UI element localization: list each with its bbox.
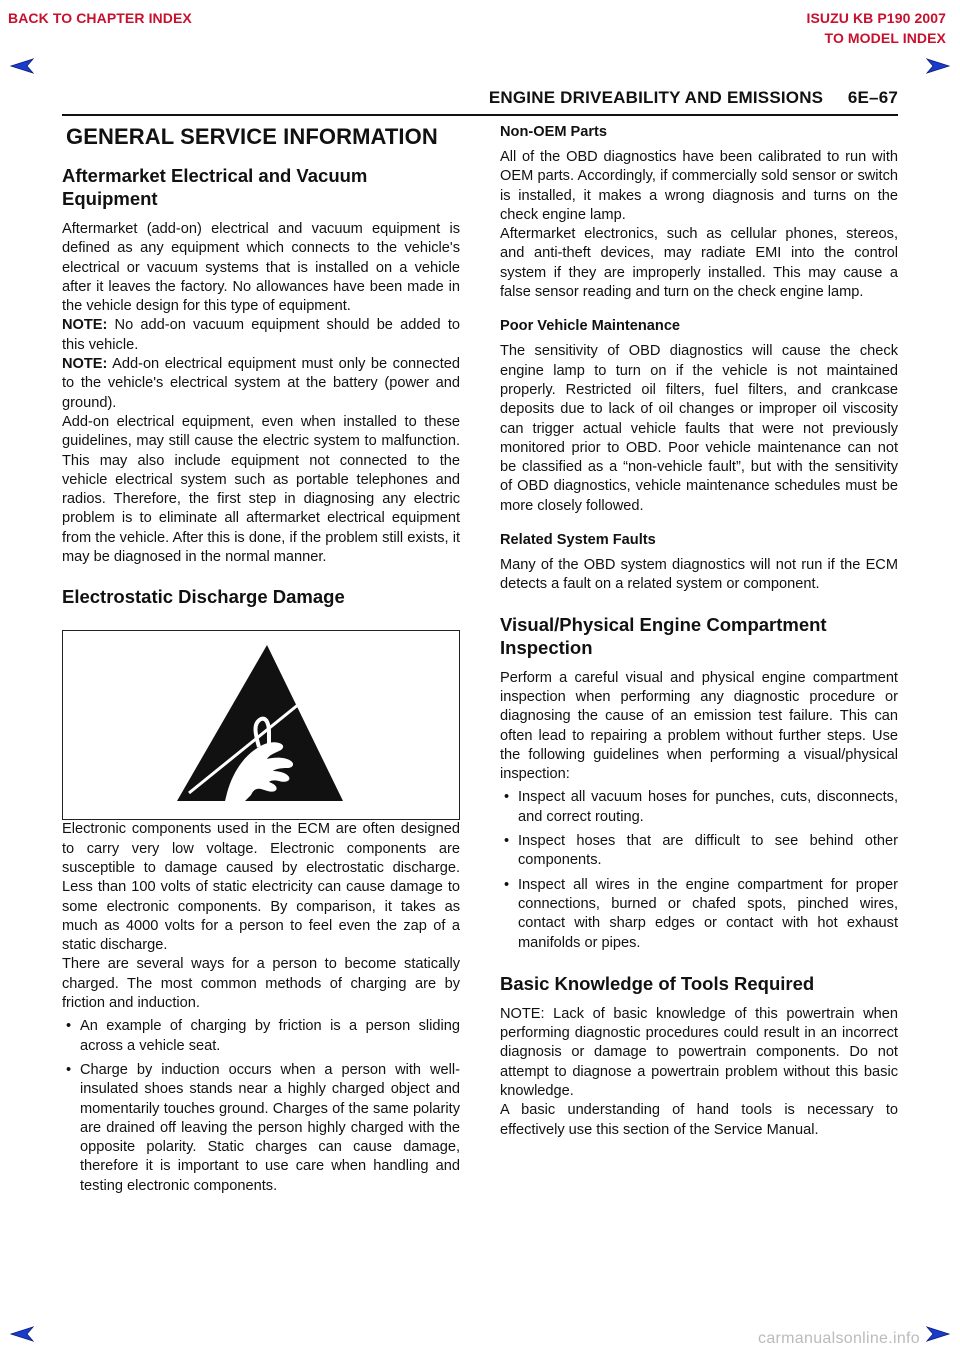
to-model-index-link[interactable]: TO MODEL INDEX <box>824 30 946 46</box>
next-page-arrow-icon[interactable] <box>926 58 950 74</box>
list-item: • Inspect all wires in the engine compartment for proper connections, burned or chafed spots, pinched wires, contact with sharp edges or contact with hot exhaust manifolds or pipes. <box>504 876 898 951</box>
back-to-chapter-index-link[interactable]: BACK TO CHAPTER INDEX <box>8 10 192 26</box>
footer-watermark: carmanualsonline.info <box>758 1330 920 1347</box>
page-header-title: ENGINE DRIVEABILITY AND EMISSIONS 6E–67 <box>488 88 898 107</box>
page-header <box>62 88 898 116</box>
visual-inspection-paragraph: Perform a careful visual and physical engine compartment inspection when performing any diagnostic procedure or diagnosing the cause of an emission test failure. This can often lead to repairing a problem without further steps. Use the following guidelines when performing a visual/physical inspection: <box>500 669 898 783</box>
tools-heading: Basic Knowledge of Tools Required <box>500 972 815 994</box>
tools-paragraph: A basic understanding of hand tools is necessary to effectively use this section of the Service Manual. <box>500 1102 898 1138</box>
list-item: • Inspect all vacuum hoses for punches, cuts, disconnects, and correct routing. <box>504 789 898 825</box>
main-section-title: GENERAL SERVICE INFORMATION <box>66 124 438 149</box>
esd-heading: Electrostatic Discharge Damage <box>62 586 345 608</box>
next-page-bottom-arrow-icon[interactable] <box>926 1326 950 1342</box>
list-item: • Inspect hoses that are difficult to see behind other components. <box>504 833 898 869</box>
maintenance-paragraph: The sensitivity of OBD diagnostics will cause the check engine lamp to turn on if the vehicle is not maintained properly. Restricted oil filters, fuel filters, and crankcase deposits due to lack of oil changes or improper oil viscosity can trigger actual vehicle faults that were not previously monitored prior to OBD. Poor vehicle maintenance can not be classified as a “non-vehicle fault”, but with the sensitivity of OBD diagnostics, vehicle maintenance schedules must be more closely followed. <box>500 343 898 514</box>
aftermarket-heading: Aftermarket Electrical and Vacuum Equipment <box>62 165 368 209</box>
note-text: Add-on electrical equipment must only be connected to the vehicle's electrical system at the battery (power and ground). <box>62 356 460 411</box>
non-oem-paragraph-1: All of the OBD diagnostics have been calibrated to run with OEM parts. Accordingly, if commercially sold sensor or switch is installed, it makes a wrong diagnosis and turns on the check engine lamp. <box>500 149 898 223</box>
related-faults-paragraph: Many of the OBD system diagnostics will not run if the ECM detects a fault on a related system or component. <box>500 557 898 593</box>
left-column <box>62 122 460 1201</box>
maintenance-heading: Poor Vehicle Maintenance <box>500 318 681 335</box>
aftermarket-note-2 <box>62 355 460 413</box>
previous-page-bottom-arrow-icon[interactable] <box>10 1326 34 1342</box>
note-label: NOTE: <box>62 317 108 334</box>
tools-note-paragraph: NOTE: Lack of basic knowledge of this powertrain when performing diagnostic procedures could result in an incorrect diagnosis or damage to powertrain components. Do not attempt to diagnose a powertrain problem without this basic knowledge. <box>500 1005 898 1099</box>
non-oem-paragraph-2: Aftermarket electronics, such as cellular phones, stereos, and anti-theft devices, may radiate EMI into the control system if they are improperly installed. This may cause a false sensor reading and turn on the check engine lamp. <box>500 226 898 301</box>
aftermarket-paragraph-2: Add-on electrical equipment, even when installed to these guidelines, may still cause the electric system to malfunction. This may also include equipment not connected to the vehicle electrical system such as portable telephones and radios. Therefore, the first step in diagnosing any electric problem is to eliminate all aftermarket electrical equipment from the vehicle. After this is done, if the problem still exists, it may be diagnosed in the normal manner. <box>62 413 460 566</box>
visual-inspection-heading: Visual/Physical Engine Compartment Inspection <box>500 613 827 658</box>
esd-warning-icon <box>175 643 345 803</box>
related-faults-heading: Related System Faults <box>500 532 656 549</box>
esd-warning-figure <box>62 630 460 820</box>
list-item: • Charge by induction occurs when a person with well-insulated shoes stands near a highly charged object and momentarily touches ground. Charges of the same polarity are drained off leaving the person highly charged with the opposite polarity. Static charges can cause damage, therefore it is important to use care when handling and testing electronic components. <box>66 1061 460 1194</box>
right-column <box>500 122 898 1140</box>
model-title-link[interactable]: ISUZU KB P190 2007 <box>806 10 946 26</box>
esd-bullet-list <box>62 1017 460 1196</box>
note-text: No add-on vacuum equipment should be added to this vehicle. <box>62 317 460 353</box>
esd-paragraph-2: There are several ways for a person to become statically charged. The most common methods of charging are by friction and induction. <box>62 956 460 1012</box>
esd-paragraph-1: Electronic components used in the ECM are often designed to carry very low voltage. Electronic components are susceptible to damage caused by electrostatic discharge. Less than 100 volts of static electricity can cause damage to some electronic components. By comparison, it takes as much as 4000 volts for a person to feel even the zap of a static discharge. <box>62 821 460 954</box>
aftermarket-paragraph-1: Aftermarket (add-on) electrical and vacuum equipment is defined as any equipment which connects to the vehicle's electrical or vacuum systems that is installed on a vehicle after it leaves the factory. No allowances have been made in the vehicle design for this type of equipment. <box>62 221 460 315</box>
visual-inspection-bullet-list <box>500 788 898 952</box>
list-item: • An example of charging by friction is a person sliding across a vehicle seat. <box>66 1018 460 1054</box>
aftermarket-note-1 <box>62 316 460 355</box>
non-oem-heading: Non-OEM Parts <box>500 124 608 140</box>
previous-page-arrow-icon[interactable] <box>10 58 34 74</box>
note-label: NOTE: <box>62 356 108 373</box>
